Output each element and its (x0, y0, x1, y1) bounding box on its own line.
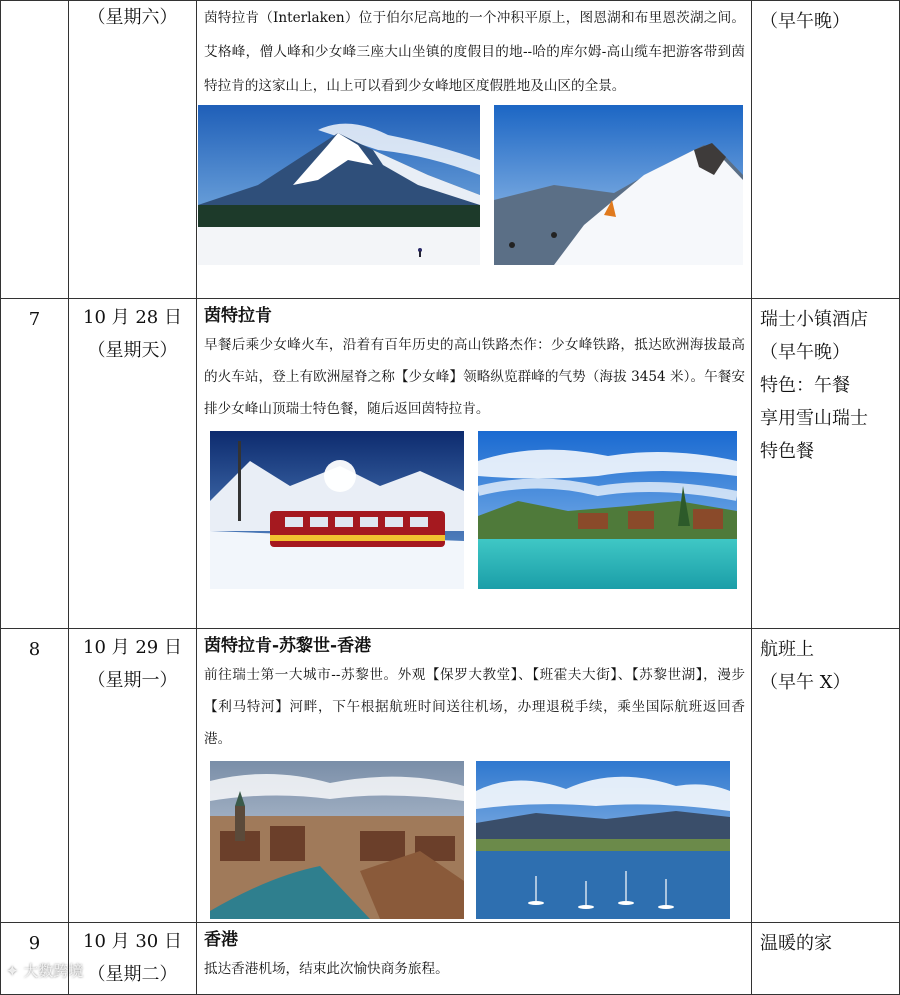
day-number: 8 (1, 629, 69, 923)
date-label: 10 月 30 日 (83, 931, 182, 952)
hotel-line: （早午晚） (760, 342, 850, 363)
itinerary-description: 茵特拉肯（Interlaken）位于伯尔尼高地的一个冲积平原上，图恩湖和布里恩茨湖之间。艾格峰，僧人峰和少女峰三座大山坐镇的度假目的地--哈的库尔姆-高山缆车把游客带到茵特拉肯的这家山上，山上可以看到少女峰地区度假胜地及山区的全景。 (204, 10, 745, 94)
date-label: 10 月 28 日 (83, 307, 182, 328)
hotel-line: 特色：午餐 (760, 375, 850, 396)
itinerary-detail (197, 299, 752, 629)
hotel-meals-cell (752, 299, 900, 629)
zurich-old-town-photo (210, 761, 464, 919)
interlaken-lake-village-photo (478, 431, 737, 589)
hotel-line: 瑞士小镇酒店 (760, 309, 868, 330)
date-cell (69, 1, 197, 299)
date-cell (69, 629, 197, 923)
weekday-label: （星期六） (87, 7, 178, 28)
jungfrau-train-photo (210, 431, 464, 589)
weekday-label: （星期一） (87, 670, 178, 691)
watermark (6, 960, 83, 981)
itinerary-description: 早餐后乘少女峰火车，沿着有百年历史的高山铁路杰作：少女峰铁路，抵达欧洲海拔最高的火车站，登上有欧洲屋脊之称【少女峰】领略纵览群峰的气势（海拔 3454 米）。午餐安排少女峰山顶瑞士特色餐，随后返回茵特拉肯。 (204, 337, 745, 417)
day-number: 9 (1, 923, 69, 995)
alpine-snow-ridge-photo (494, 105, 743, 265)
hotel-meals-cell (752, 629, 900, 923)
hotel-line: （早午晚） (760, 11, 850, 32)
itinerary-row-day7 (1, 299, 900, 629)
hotel-meals-cell (752, 1, 900, 299)
itinerary-title: 香港 (204, 930, 238, 950)
itinerary-title: 茵特拉肯 (204, 306, 272, 326)
weekday-label: （星期二） (87, 964, 178, 985)
itinerary-detail (197, 923, 752, 995)
watermark-logo-icon: ✦ (6, 962, 19, 980)
snowy-mountain-lake-photo (198, 105, 480, 265)
hotel-line: 航班上 (760, 639, 814, 660)
hotel-meals-cell (752, 923, 900, 995)
lake-zurich-boats-photo (476, 761, 730, 919)
day-number (1, 1, 69, 299)
itinerary-detail (197, 629, 752, 923)
itinerary-description: 前往瑞士第一大城市--苏黎世。外观【保罗大教堂】、【班霍夫大街】、【苏黎世湖】，漫步【利马特河】河畔，下午根据航班时间送往机场，办理退税手续，乘坐国际航班返回香港。 (204, 667, 745, 747)
day-number: 7 (1, 299, 69, 629)
hotel-line: 温暖的家 (760, 933, 832, 954)
hotel-line: （早午 X） (760, 672, 851, 693)
hotel-line: 特色餐 (760, 441, 814, 462)
date-cell (69, 923, 197, 995)
date-cell (69, 299, 197, 629)
itinerary-row-day6 (1, 1, 900, 299)
hotel-line: 享用雪山瑞士 (760, 408, 868, 429)
itinerary-description: 抵达香港机场，结束此次愉快商务旅程。 (204, 961, 449, 977)
itinerary-row-day9 (1, 923, 900, 995)
watermark-text: 大数跨境 (23, 962, 84, 980)
weekday-label: （星期天） (87, 340, 178, 361)
itinerary-detail (197, 1, 752, 299)
date-label: 10 月 29 日 (83, 637, 182, 658)
itinerary-title: 茵特拉肯-苏黎世-香港 (204, 636, 372, 656)
itinerary-row-day8 (1, 629, 900, 923)
